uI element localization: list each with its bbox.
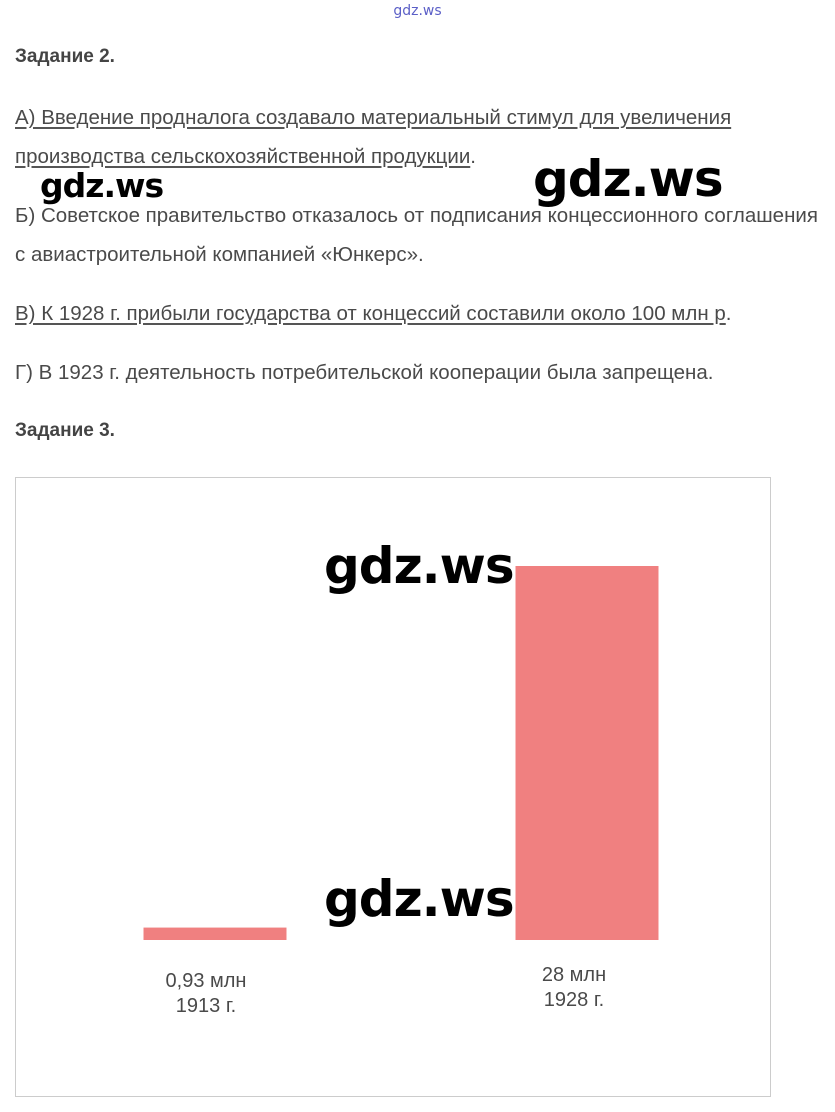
- watermark: gdz.ws: [324, 537, 514, 595]
- site-logo-text: gdz.ws: [393, 3, 442, 19]
- task3-heading: Задание 3.: [15, 420, 115, 441]
- bar-value-label: 0,93 млн: [165, 970, 247, 992]
- task2-item-b-text: Б) Советское правительство отказалось от подписания концессионного соглашения с авиастроительной компанией «Юнкерс».: [15, 204, 818, 266]
- task2-item-a-tail: .: [470, 145, 476, 168]
- bar-label-1913: [126, 969, 286, 1019]
- bar-category-label: 1913 г.: [175, 995, 237, 1017]
- task2-item-c-tail: .: [725, 302, 732, 325]
- task2-item-a-text: А) Введение продналога создавало материальный стимул для увеличения производства сельскохозяйственной продукции: [15, 106, 732, 168]
- task2-item-d: [15, 353, 825, 392]
- task2-item-c-text: В) К 1928 г. прибыли государства от концессий составили около 100 млн р: [15, 302, 726, 325]
- watermark: gdz.ws: [40, 166, 164, 205]
- watermark: gdz.ws: [324, 870, 514, 928]
- bar-category-label: 1928 г.: [543, 989, 605, 1011]
- bar-1913: [144, 928, 287, 940]
- bar-value-label: 28 млн: [541, 964, 607, 986]
- bar-1928: [516, 566, 659, 940]
- bar-label-1928: [494, 963, 654, 1013]
- watermark: gdz.ws: [533, 150, 723, 208]
- task2-item-c: [15, 294, 825, 333]
- task2-item-d-text: Г) В 1923 г. деятельность потребительской кооперации была запрещена.: [15, 361, 714, 384]
- task2-heading: Задание 2.: [15, 46, 115, 67]
